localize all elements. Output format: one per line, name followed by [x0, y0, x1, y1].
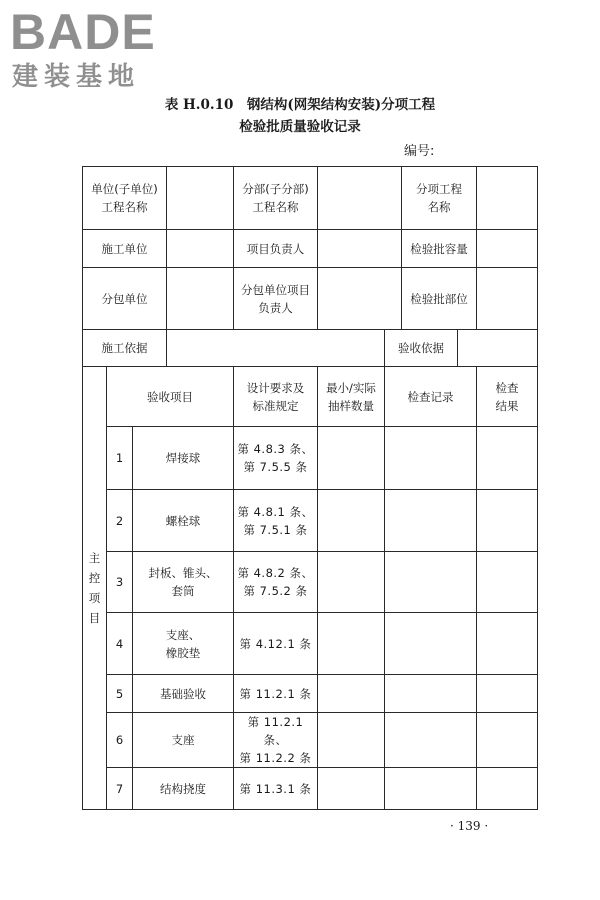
subcontractor-label: 分包单位: [83, 268, 167, 330]
acceptance-basis-label: 验收依据: [385, 330, 458, 367]
batch-capacity-value[interactable]: [477, 230, 538, 268]
row-sampling-cell[interactable]: [318, 675, 385, 713]
batch-location-label: 检验批部位: [402, 268, 477, 330]
sub-project-manager-value[interactable]: [318, 268, 402, 330]
row-item: 焊接球: [133, 427, 234, 490]
header-row-3: [83, 268, 538, 330]
row-standard: 第 4.8.2 条、 第 7.5.2 条: [234, 552, 318, 613]
row-item: 支座、 橡胶垫: [133, 613, 234, 675]
row-sampling-cell[interactable]: [318, 613, 385, 675]
row-item: 螺栓球: [133, 490, 234, 552]
construction-basis-value[interactable]: [167, 330, 385, 367]
row-standard: 第 4.8.1 条、 第 7.5.1 条: [234, 490, 318, 552]
subitem-name-value[interactable]: [477, 167, 538, 230]
table-row: [83, 713, 538, 768]
unit-name-value[interactable]: [167, 167, 234, 230]
row-record-cell[interactable]: [385, 675, 477, 713]
project-manager-value[interactable]: [318, 230, 402, 268]
row-result-cell[interactable]: [477, 552, 538, 613]
row-standard: 第 4.12.1 条: [234, 613, 318, 675]
row-result-cell[interactable]: [477, 427, 538, 490]
row-record-cell[interactable]: [385, 552, 477, 613]
form-title: 表 H.0.10 钢结构(网架结构安装)分项工程: [164, 97, 436, 113]
column-sampling-quantity: 最小/实际 抽样数量: [318, 367, 385, 427]
row-result-cell[interactable]: [477, 490, 538, 552]
column-inspection-record: 检查记录: [385, 367, 477, 427]
row-standard: 第 4.8.3 条、 第 7.5.5 条: [234, 427, 318, 490]
row-record-cell[interactable]: [385, 490, 477, 552]
main-control-items-text: 主控项目: [88, 551, 101, 625]
row-sampling-cell[interactable]: [318, 713, 385, 768]
column-inspection-result: 检查 结果: [477, 367, 538, 427]
row-standard: 第 11.3.1 条: [234, 768, 318, 810]
row-sampling-cell[interactable]: [318, 490, 385, 552]
header-row-4: [83, 330, 538, 367]
batch-capacity-label: 检验批容量: [402, 230, 477, 268]
contractor-label: 施工单位: [83, 230, 167, 268]
row-result-cell[interactable]: [477, 713, 538, 768]
main-control-items-label: [83, 367, 107, 810]
row-item: 基础验收: [133, 675, 234, 713]
row-sampling-cell[interactable]: [318, 768, 385, 810]
logo-wordmark: BADE: [10, 4, 156, 60]
unit-name-label: 单位(子单位) 工程名称: [83, 167, 167, 230]
row-item: 封板、锥头、 套筒: [133, 552, 234, 613]
contractor-value[interactable]: [167, 230, 234, 268]
table-row: [83, 768, 538, 810]
table-row: [83, 427, 538, 490]
row-result-cell[interactable]: [477, 675, 538, 713]
row-record-cell[interactable]: [385, 427, 477, 490]
project-manager-label: 项目负责人: [234, 230, 318, 268]
table-row: [83, 552, 538, 613]
row-record-cell[interactable]: [385, 768, 477, 810]
row-number: 6: [107, 713, 133, 768]
division-name-value[interactable]: [318, 167, 402, 230]
row-sampling-cell[interactable]: [318, 427, 385, 490]
form-subtitle: 检验批质量验收记录: [239, 119, 361, 135]
logo-subtitle: 建装基地: [12, 62, 141, 92]
column-header-row: [83, 367, 538, 427]
row-standard: 第 11.2.1 条: [234, 675, 318, 713]
row-number: 5: [107, 675, 133, 713]
table-row: [83, 490, 538, 552]
row-record-cell[interactable]: [385, 713, 477, 768]
column-inspection-item: 验收项目: [107, 367, 234, 427]
row-number: 2: [107, 490, 133, 552]
row-result-cell[interactable]: [477, 613, 538, 675]
page-number: · 139 ·: [450, 819, 489, 833]
row-number: 1: [107, 427, 133, 490]
header-row-1: [83, 167, 538, 230]
sub-project-manager-label: 分包单位项目 负责人: [234, 268, 318, 330]
row-standard: 第 11.2.1 条、 第 11.2.2 条: [234, 713, 318, 768]
row-item: 支座: [133, 713, 234, 768]
subcontractor-value[interactable]: [167, 268, 234, 330]
batch-location-value[interactable]: [477, 268, 538, 330]
acceptance-basis-value[interactable]: [458, 330, 538, 367]
table-row: [83, 675, 538, 713]
subitem-name-label: 分项工程 名称: [402, 167, 477, 230]
column-design-requirement: 设计要求及 标准规定: [234, 367, 318, 427]
division-name-label: 分部(子分部) 工程名称: [234, 167, 318, 230]
bade-logo: [8, 4, 178, 96]
row-sampling-cell[interactable]: [318, 552, 385, 613]
serial-number-label: 编号:: [404, 144, 435, 159]
row-number: 3: [107, 552, 133, 613]
header-row-2: [83, 230, 538, 268]
row-number: 4: [107, 613, 133, 675]
inspection-form-table: [82, 166, 538, 810]
row-number: 7: [107, 768, 133, 810]
row-record-cell[interactable]: [385, 613, 477, 675]
row-item: 结构挠度: [133, 768, 234, 810]
table-row: [83, 613, 538, 675]
construction-basis-label: 施工依据: [83, 330, 167, 367]
row-result-cell[interactable]: [477, 768, 538, 810]
